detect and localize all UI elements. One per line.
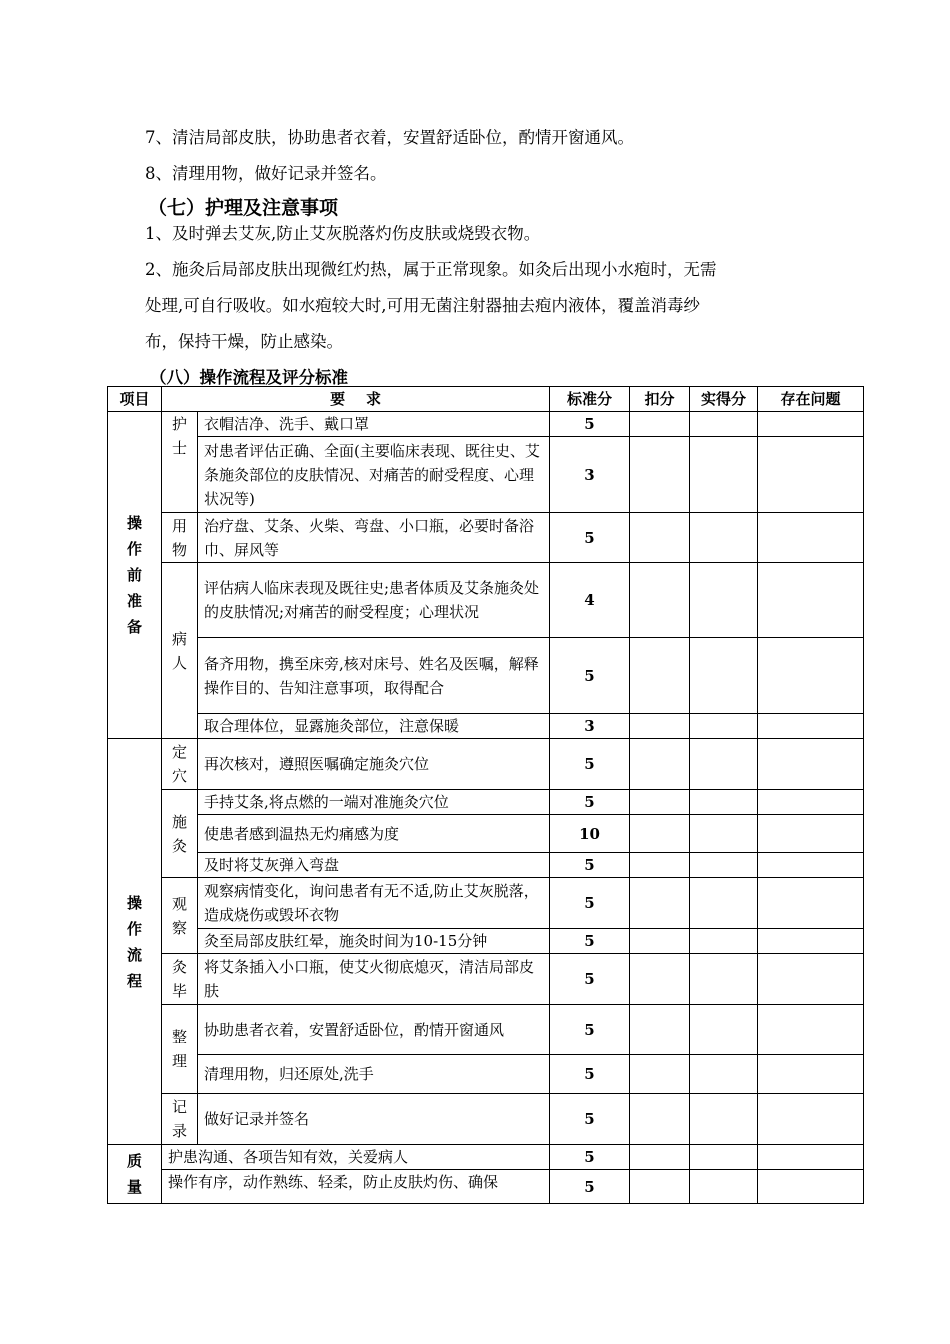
- table-row: [108, 638, 864, 714]
- issues-cell[interactable]: [758, 714, 864, 739]
- header-item: 项目: [108, 387, 162, 412]
- requirement-cell: 观察病情变化，询问患者有无不适,防止艾灰脱落，造成烧伤或毁坏衣物: [198, 878, 550, 929]
- subcategory-tidy-up: 整 理: [162, 1005, 198, 1094]
- actual-score-cell[interactable]: [690, 853, 758, 878]
- actual-score-cell[interactable]: [690, 790, 758, 815]
- score-cell: 5: [550, 853, 630, 878]
- requirement-cell: 操作有序，动作熟练、轻柔，防止皮肤灼伤、确保: [162, 1170, 550, 1204]
- issues-cell[interactable]: [758, 412, 864, 437]
- requirement-cell: 评估病人临床表现及既往史;患者体质及艾条施灸处的皮肤情况;对痛苦的耐受程度；心理状况: [198, 563, 550, 638]
- score-cell: 4: [550, 563, 630, 638]
- subcategory-observe: 观 察: [162, 878, 198, 954]
- table-row: [108, 714, 864, 739]
- score-cell: 5: [550, 1170, 630, 1204]
- issues-cell[interactable]: [758, 1170, 864, 1204]
- actual-score-cell[interactable]: [690, 954, 758, 1005]
- table-row: [108, 1094, 864, 1145]
- score-cell: 5: [550, 1094, 630, 1145]
- score-cell: 5: [550, 878, 630, 929]
- actual-score-cell[interactable]: [690, 563, 758, 638]
- issues-cell[interactable]: [758, 815, 864, 853]
- actual-score-cell[interactable]: [690, 1145, 758, 1170]
- issues-cell[interactable]: [758, 638, 864, 714]
- deduction-cell[interactable]: [630, 878, 690, 929]
- actual-score-cell[interactable]: [690, 1055, 758, 1094]
- subcategory-locate-acupoint: 定 穴: [162, 739, 198, 790]
- header-actual-score: 实得分: [690, 387, 758, 412]
- deduction-cell[interactable]: [630, 437, 690, 513]
- requirement-cell: 护患沟通、各项告知有效，关爱病人: [162, 1145, 550, 1170]
- category-quality: 质 量: [108, 1145, 162, 1204]
- requirement-cell: 使患者感到温热无灼痛感为度: [198, 815, 550, 853]
- actual-score-cell[interactable]: [690, 1170, 758, 1204]
- actual-score-cell[interactable]: [690, 412, 758, 437]
- deduction-cell[interactable]: [630, 815, 690, 853]
- requirement-cell: 做好记录并签名: [198, 1094, 550, 1145]
- note-2-line-3: 布，保持干燥，防止感染。: [145, 332, 343, 351]
- table-row: [108, 563, 864, 638]
- subcategory-supplies: 用 物: [162, 513, 198, 563]
- requirement-cell: 将艾条插入小口瓶，使艾火彻底熄灭，清洁局部皮肤: [198, 954, 550, 1005]
- issues-cell[interactable]: [758, 1005, 864, 1055]
- issues-cell[interactable]: [758, 878, 864, 929]
- actual-score-cell[interactable]: [690, 739, 758, 790]
- deduction-cell[interactable]: [630, 790, 690, 815]
- score-cell: 5: [550, 1055, 630, 1094]
- actual-score-cell[interactable]: [690, 815, 758, 853]
- table-row: [108, 437, 864, 513]
- deduction-cell[interactable]: [630, 513, 690, 563]
- requirement-cell: 备齐用物，携至床旁,核对床号、姓名及医嘱，解释操作目的、告知注意事项，取得配合: [198, 638, 550, 714]
- subcategory-finish-moxibustion: 灸 毕: [162, 954, 198, 1005]
- table-row: [108, 790, 864, 815]
- table-row: [108, 853, 864, 878]
- paragraph-8: 8、清理用物，做好记录并签名。: [145, 164, 387, 183]
- score-cell: 5: [550, 1005, 630, 1055]
- table-row: [108, 929, 864, 954]
- table-row: [108, 1145, 864, 1170]
- deduction-cell[interactable]: [630, 1094, 690, 1145]
- issues-cell[interactable]: [758, 739, 864, 790]
- issues-cell[interactable]: [758, 929, 864, 954]
- table-row: [108, 412, 864, 437]
- issues-cell[interactable]: [758, 853, 864, 878]
- section-8-title: （八）操作流程及评分标准: [150, 368, 348, 387]
- actual-score-cell[interactable]: [690, 714, 758, 739]
- requirement-cell: 清理用物，归还原处,洗手: [198, 1055, 550, 1094]
- table-row: [108, 1005, 864, 1055]
- note-2-line-1: 2、施灸后局部皮肤出现微红灼热，属于正常现象。如灸后出现小水疱时，无需: [145, 260, 717, 279]
- score-cell: 5: [550, 513, 630, 563]
- score-cell: 10: [550, 815, 630, 853]
- requirement-cell: 灸至局部皮肤红晕，施灸时间为10-15分钟: [198, 929, 550, 954]
- requirement-cell: 再次核对，遵照医嘱确定施灸穴位: [198, 739, 550, 790]
- table-row: [108, 954, 864, 1005]
- requirement-cell: 协助患者衣着，安置舒适卧位，酌情开窗通风: [198, 1005, 550, 1055]
- subcategory-moxibustion: 施 灸: [162, 790, 198, 878]
- table-row: [108, 815, 864, 853]
- table-row: [108, 1055, 864, 1094]
- score-cell: 5: [550, 790, 630, 815]
- issues-cell[interactable]: [758, 1145, 864, 1170]
- deduction-cell[interactable]: [630, 714, 690, 739]
- paragraph-7: 7、清洁局部皮肤，协助患者衣着，安置舒适卧位，酌情开窗通风。: [145, 128, 634, 147]
- deduction-cell[interactable]: [630, 739, 690, 790]
- requirement-cell: 手持艾条,将点燃的一端对准施灸穴位: [198, 790, 550, 815]
- score-cell: 5: [550, 412, 630, 437]
- table-row: [108, 739, 864, 790]
- deduction-cell[interactable]: [630, 1055, 690, 1094]
- note-1: 1、及时弹去艾灰,防止艾灰脱落灼伤皮肤或烧毁衣物。: [145, 224, 541, 243]
- score-cell: 5: [550, 638, 630, 714]
- deduction-cell[interactable]: [630, 563, 690, 638]
- issues-cell[interactable]: [758, 954, 864, 1005]
- deduction-cell[interactable]: [630, 954, 690, 1005]
- issues-cell[interactable]: [758, 1094, 864, 1145]
- deduction-cell[interactable]: [630, 1145, 690, 1170]
- requirement-cell: 对患者评估正确、全面(主要临床表现、既往史、艾条施灸部位的皮肤情况、对痛苦的耐受程度、心理状况等): [198, 437, 550, 513]
- header-requirement: 要 求: [162, 387, 550, 412]
- header-standard-score: 标准分: [550, 387, 630, 412]
- deduction-cell[interactable]: [630, 853, 690, 878]
- table-row: [108, 513, 864, 563]
- requirement-cell: 取合理体位，显露施灸部位，注意保暖: [198, 714, 550, 739]
- subcategory-record: 记 录: [162, 1094, 198, 1145]
- deduction-cell[interactable]: [630, 412, 690, 437]
- actual-score-cell[interactable]: [690, 878, 758, 929]
- issues-cell[interactable]: [758, 513, 864, 563]
- score-cell: 5: [550, 1145, 630, 1170]
- subcategory-patient: 病 人: [162, 563, 198, 739]
- deduction-cell[interactable]: [630, 638, 690, 714]
- category-pre-operation: 操 作 前 准 备: [108, 412, 162, 739]
- scoring-table: [107, 386, 864, 1204]
- score-cell: 5: [550, 739, 630, 790]
- score-cell: 5: [550, 954, 630, 1005]
- issues-cell[interactable]: [758, 563, 864, 638]
- actual-score-cell[interactable]: [690, 929, 758, 954]
- header-issues: 存在问题: [758, 387, 864, 412]
- actual-score-cell[interactable]: [690, 437, 758, 513]
- table-header-row: [108, 387, 864, 412]
- table-row: [108, 878, 864, 929]
- section-7-title: （七）护理及注意事项: [148, 197, 339, 219]
- actual-score-cell[interactable]: [690, 638, 758, 714]
- score-cell: 5: [550, 929, 630, 954]
- score-cell: 3: [550, 714, 630, 739]
- issues-cell[interactable]: [758, 437, 864, 513]
- note-2-line-2: 处理,可自行吸收。如水疱较大时,可用无菌注射器抽去疱内液体，覆盖消毒纱: [145, 296, 700, 315]
- actual-score-cell[interactable]: [690, 1005, 758, 1055]
- requirement-cell: 及时将艾灰弹入弯盘: [198, 853, 550, 878]
- actual-score-cell[interactable]: [690, 1094, 758, 1145]
- score-cell: 3: [550, 437, 630, 513]
- requirement-cell: 治疗盘、艾条、火柴、弯盘、小口瓶，必要时备浴巾、屏风等: [198, 513, 550, 563]
- deduction-cell[interactable]: [630, 1170, 690, 1204]
- issues-cell[interactable]: [758, 790, 864, 815]
- issues-cell[interactable]: [758, 1055, 864, 1094]
- header-deduction: 扣分: [630, 387, 690, 412]
- subcategory-nurse: 护 士: [162, 412, 198, 513]
- category-operation-flow: 操 作 流 程: [108, 739, 162, 1145]
- deduction-cell[interactable]: [630, 1005, 690, 1055]
- requirement-cell: 衣帽洁净、洗手、戴口罩: [198, 412, 550, 437]
- table-row: [108, 1170, 864, 1204]
- actual-score-cell[interactable]: [690, 513, 758, 563]
- deduction-cell[interactable]: [630, 929, 690, 954]
